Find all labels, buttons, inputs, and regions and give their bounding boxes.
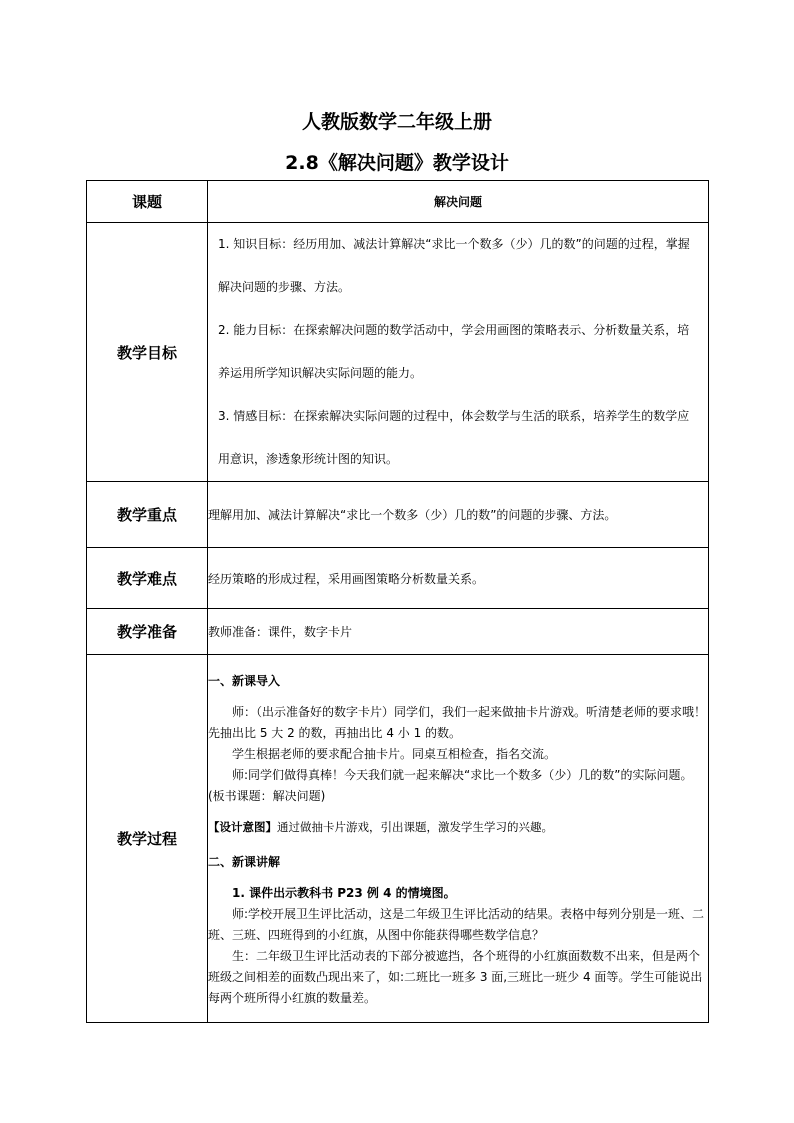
difficulties-text: 经历策略的形成过程，采用画图策略分析数量关系。 bbox=[208, 548, 709, 609]
preparation-text: 教师准备：课件，数字卡片 bbox=[208, 609, 709, 655]
section-heading: 一、新课导入 bbox=[208, 673, 281, 688]
row-goals bbox=[87, 223, 709, 482]
process-label: 教学过程 bbox=[87, 655, 208, 1023]
topic-label: 课题 bbox=[87, 181, 208, 223]
design-intent-label: 【设计意图】 bbox=[208, 819, 277, 834]
row-difficulties bbox=[87, 548, 709, 609]
goal-item: 1. 知识目标：经历用加、减法计算解决“求比一个数多（少）几的数”的问题的过程，掌握解决问题的步骤、方法。 bbox=[218, 237, 690, 294]
process-content bbox=[208, 655, 709, 1023]
row-process bbox=[87, 655, 709, 1023]
goals-content bbox=[208, 223, 709, 482]
document-title: 人教版数学二年级上册 bbox=[301, 111, 492, 133]
goal-item: 2. 能力目标：在探索解决问题的数学活动中，学会用画图的策略表示、分析数量关系，培养运用所学知识解决实际问题的能力。 bbox=[218, 323, 690, 380]
preparation-label: 教学准备 bbox=[87, 609, 208, 655]
row-key-points bbox=[87, 482, 709, 548]
row-preparation bbox=[87, 609, 709, 655]
design-intent bbox=[208, 817, 708, 838]
topic-value: 解决问题 bbox=[208, 181, 709, 223]
paragraph: 师：（出示准备好的数字卡片）同学们，我们一起来做抽卡片游戏。听清楚老师的要求哦！先抽出比 5 大 2 的数，再抽出比 4 小 1 的数。 bbox=[208, 704, 707, 740]
design-intent-text: 通过做抽卡片游戏，引出课题，激发学生学习的兴趣。 bbox=[277, 819, 553, 834]
goals-label: 教学目标 bbox=[87, 223, 208, 482]
paragraph: 学生根据老师的要求配合抽卡片。同桌互相检查，指名交流。 bbox=[232, 746, 557, 761]
sub-heading: 1. 课件出示教科书 P23 例 4 的情境图。 bbox=[232, 885, 456, 900]
lesson-plan-table bbox=[86, 180, 709, 1023]
paragraph: 生：二年级卫生评比活动表的下部分被遮挡，各个班得的小红旗面数数不出来，但是两个班级之间相差的面数凸现出来了，如:二班比一班多 3 面,三班比一班少 4 面等。学生可能说出每两个班所得小红旗的数量差。 bbox=[208, 948, 703, 1005]
key-points-label: 教学重点 bbox=[87, 482, 208, 548]
key-points-text: 理解用加、减法计算解决“求比一个数多（少）几的数”的问题的步骤、方法。 bbox=[208, 482, 709, 548]
difficulties-label: 教学难点 bbox=[87, 548, 208, 609]
paragraph: 师:同学们做得真棒！今天我们就一起来解决“求比一个数多（少）几的数”的实际问题。(板书课题：解决问题) bbox=[208, 767, 693, 803]
goal-item: 3. 情感目标：在探索解决实际问题的过程中，体会数学与生活的联系，培养学生的数学应用意识，渗透象形统计图的知识。 bbox=[218, 409, 690, 466]
paragraph: 师:学校开展卫生评比活动，这是二年级卫生评比活动的结果。表格中每列分别是一班、二班、三班、四班得到的小红旗，从图中你能获得哪些数学信息？ bbox=[208, 906, 705, 942]
section-heading: 二、新课讲解 bbox=[208, 854, 281, 869]
document-subtitle: 2.8《解决问题》教学设计 bbox=[285, 152, 509, 174]
row-topic bbox=[87, 181, 709, 223]
